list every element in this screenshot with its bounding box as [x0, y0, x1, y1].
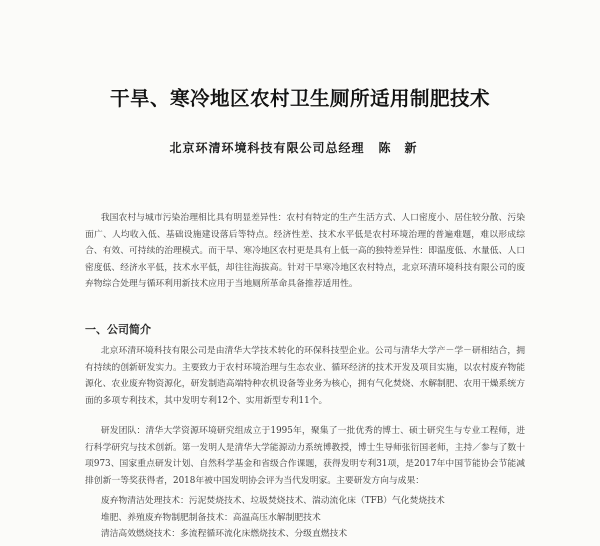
byline [0, 139, 600, 156]
list-item: 堆肥、养殖废弃物制肥制备技术：高温高压水解制肥技术 [100, 512, 321, 523]
company-intro-paragraph: 北京环清环境科技有限公司是由清华大学技术转化的环保科技型企业。公司与清华大学产－学－研相结合，拥有持续的创新研发实力。主要致力于农村环境治理与生态农业、循环经济的技术开发及项目实施，以农村废弃物能源化、农业废弃物资源化，研发制造高端特种农机设备等业务为核心，拥有气化焚烧、水解制肥、农用干燥系统方面的多项专利技术，其中发明专利12个、实用新型专利11个。 [85, 346, 525, 406]
article-title: 干旱、寒冷地区农村卫生厕所适用制肥技术 [109, 87, 490, 110]
author-organization: 北京环清环境科技有限公司总经理 [169, 141, 365, 155]
intro-paragraph: 我国农村与城市污染治理相比具有明显差异性：农村有特定的生产生活方式、人口密度小、居住较分散、污染面广、人均收入低、基础设施建设落后等特点。经济性差、技术水平低是农村环境治理的普遍难题，难以形成综合、有效、可持续的治理模式。而干旱、寒冷地区农村更是具有上低一高的独特差异性：即温度低、水量低、人口密度低、经济水平低，技术水平低，却往往海拔高。针对干旱寒冷地区农村特点，北京环清环境科技有限公司的废弃物综合处理与循环利用新技术应用于当地厕所革命具备推荐适用性。 [85, 213, 525, 290]
list-item: 废弃物清洁处理技术：污泥焚烧技术、垃圾焚烧技术、湍动流化床（TFB）气化焚烧技术 [100, 496, 445, 506]
rd-team-paragraph: 研发团队：清华大学资源环境研究组成立于1995年，聚集了一批优秀的博士、硕士研究生与专业工程师，进行科学研究与技术创新。第一发明人是清华大学能源动力系统博教授，博士生导师张衍国老师，主持／参与了数十项973、国家重点研发计划、自然科学基金和省级合作课题，获得发明专利31项，是2017年中国节能协会节能减排创新一等奖获得者，2018年被中国发明协会评为当代发明家。主要研发方向与成果： [85, 426, 525, 486]
list-item: 清洁高效燃烧技术：多流程循环流化床燃烧技术、分级直燃技术 [100, 529, 348, 540]
section-heading-company-profile: 一、公司简介 [85, 323, 151, 336]
research-list [85, 493, 525, 543]
author-name: 陈新 [378, 141, 431, 155]
